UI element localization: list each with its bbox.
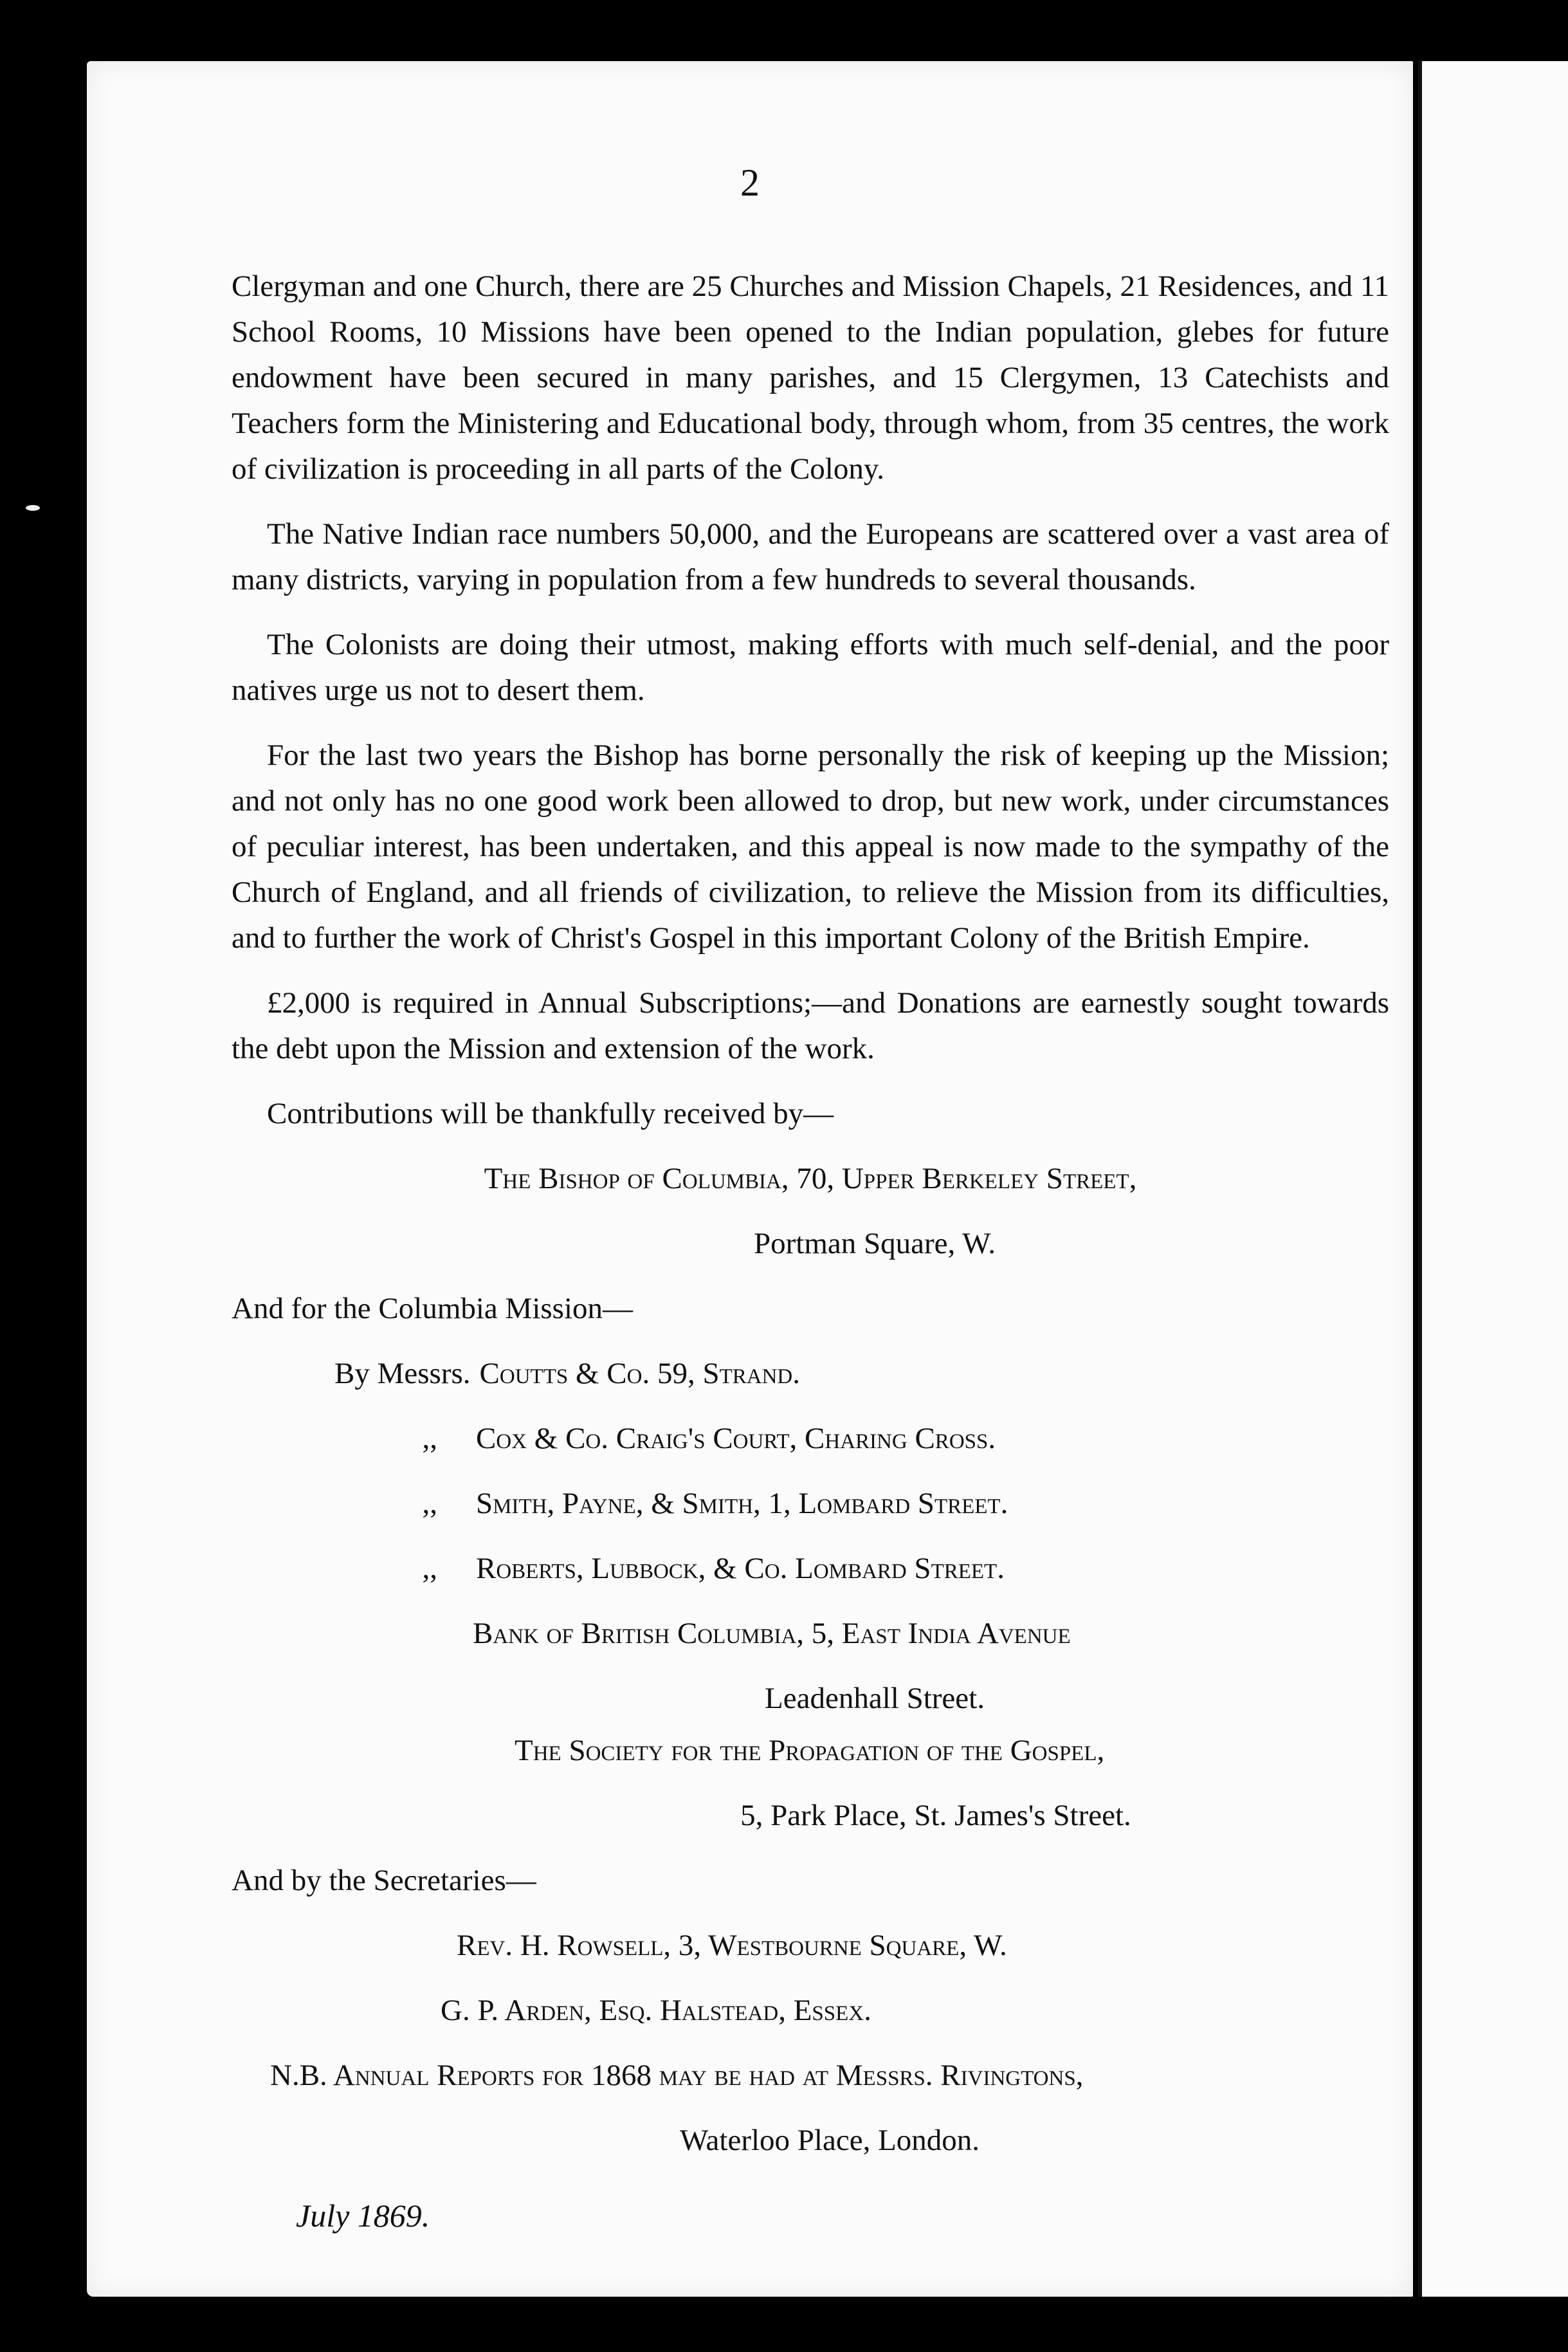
paragraph-3: The Colonists are doing their utmost, making efforts with much self-denial, and the poor natives urge us not to desert them. [232, 628, 1389, 707]
date-line: July 1869. [296, 2198, 430, 2234]
banker-text: Cox & Co. Craig's Court, Charing Cross. [476, 1422, 996, 1455]
spg-line1: The Society for the Propagation of the Gospel, [515, 1734, 1105, 1767]
bank-bc-line1: Bank of British Columbia, 5, East India Avenue [473, 1617, 1071, 1650]
secretary-2: G. P. Arden, Esq. Halstead, Essex. [441, 1994, 871, 2027]
secretary-1: Rev. H. Rowsell, 3, Westbourne Square, W. [457, 1929, 1007, 1962]
banker-row [232, 1546, 1389, 1592]
banker-prefix: By Messrs. [334, 1357, 471, 1390]
nb-line1: N.B. Annual Reports for 1868 may be had at Messrs. Rivingtons, [270, 2059, 1084, 2092]
paragraph-2: The Native Indian race numbers 50,000, and the Europeans are scattered over a vast area of many districts, varying in population from a few hundreds to several thousands. [232, 517, 1389, 596]
banker-row [232, 1481, 1389, 1527]
banker-prefix: ,, [422, 1552, 437, 1585]
paragraph-4: For the last two years the Bishop has borne personally the risk of keeping up the Mission; and not only has no one good work been allowed to drop, but new work, under circumstances of peculiar interest, has been undertaken, and this appeal is now made to the sympathy of the Church of England, and all friends of civilization, to relieve the Mission from its difficulties, and to further the work of Christ's Gospel in this important Colony of the British Empire. [232, 739, 1389, 955]
banker-text: Roberts, Lubbock, & Co. Lombard Street. [476, 1552, 1005, 1585]
banker-text: Smith, Payne, & Smith, 1, Lombard Street. [476, 1487, 1008, 1520]
scan-speck [26, 505, 40, 511]
banker-row [232, 1416, 1389, 1462]
banker-text: Coutts & Co. 59, Strand. [479, 1357, 801, 1390]
bishop-address-line2: Portman Square, W. [754, 1227, 996, 1260]
adjacent-page-edge [1418, 61, 1568, 2297]
body-text [232, 264, 1389, 2183]
banker-prefix: ,, [422, 1422, 437, 1455]
spg-line2: 5, Park Place, St. James's Street. [740, 1799, 1131, 1832]
bishop-address-line1: The Bishop of Columbia, 70, Upper Berkeley Street, [484, 1162, 1137, 1195]
bank-bc-line2: Leadenhall Street. [765, 1682, 985, 1715]
paragraph-5: £2,000 is required in Annual Subscriptions;—and Donations are earnestly sought towards the debt upon the Mission and extension of the work. [232, 986, 1389, 1065]
contributions-intro: Contributions will be thankfully received by— [267, 1097, 834, 1130]
paragraph-1: Clergyman and one Church, there are 25 Churches and Mission Chapels, 21 Residences, and 11 School Rooms, 10 Missions have been opened to the Indian population, glebes for future endowment have been secured in many parishes, and 15 Clergymen, 13 Catechists and Teachers form the Ministering and Educational body, through whom, from 35 centres, the work of civilization is proceeding in all parts of the Colony. [232, 270, 1389, 486]
mission-intro: And for the Columbia Mission— [232, 1292, 634, 1325]
banker-prefix: ,, [422, 1487, 437, 1520]
document-page [87, 61, 1413, 2297]
page-number: 2 [740, 161, 760, 204]
secretaries-intro: And by the Secretaries— [232, 1864, 536, 1897]
nb-line2: Waterloo Place, London. [679, 2124, 980, 2157]
banker-row [232, 1351, 1389, 1397]
